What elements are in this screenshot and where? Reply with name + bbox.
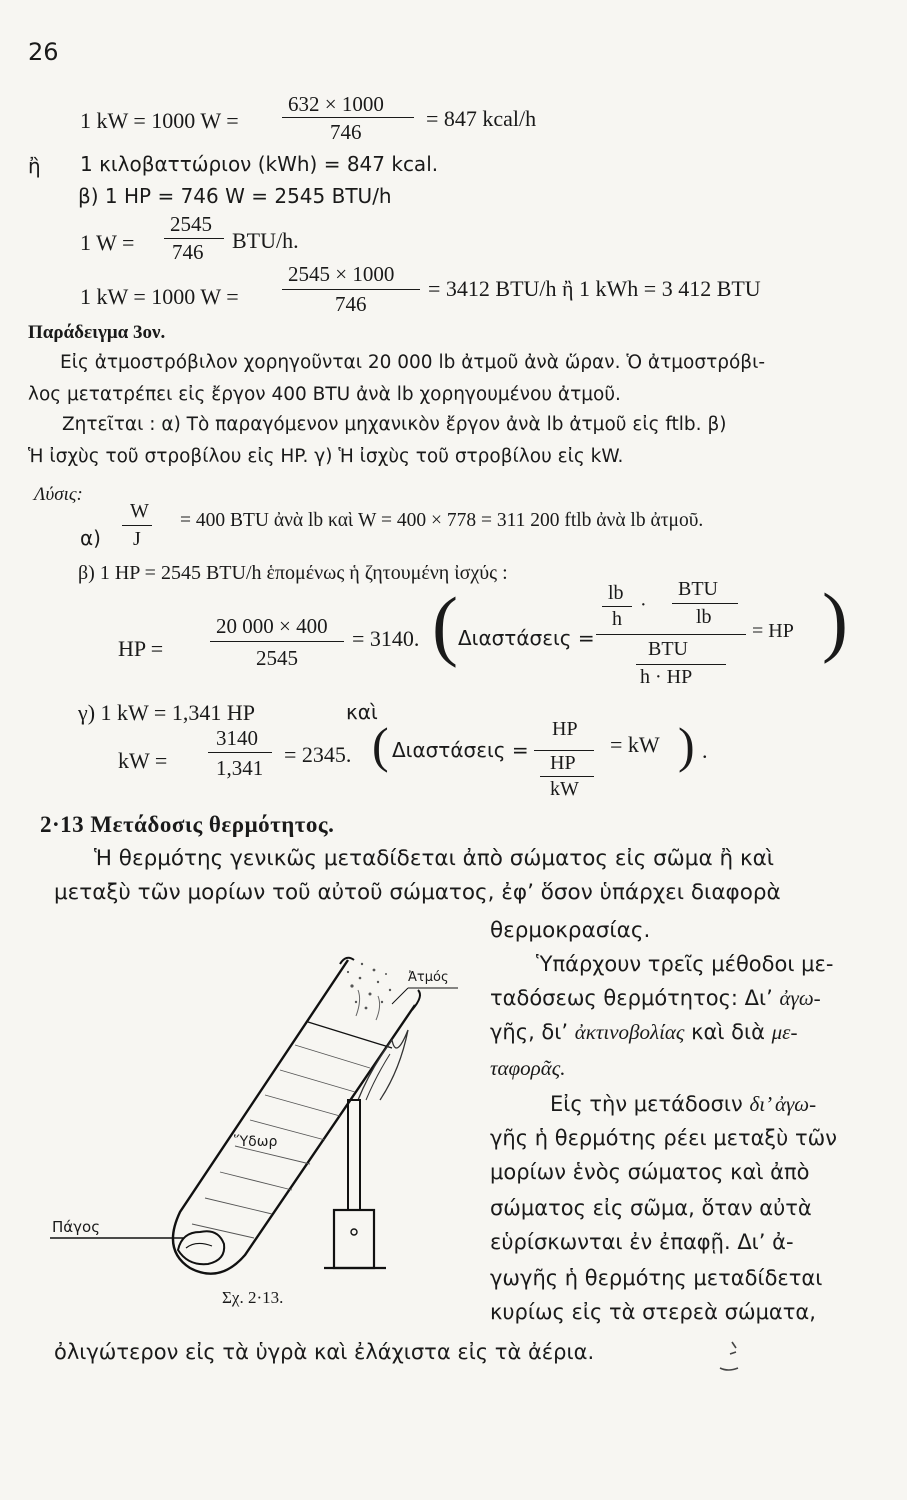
hp-denominator: 2545 [256, 646, 298, 670]
solution-b-line: β) 1 HP = 2545 BTU/h ἑπομένως ἡ ζητουμένη ἰσχύς : [78, 562, 508, 584]
dim-hhp: h · HP [640, 666, 693, 688]
p2-line-5: ταφορᾶς. [490, 1056, 566, 1080]
eq2-text: 1 κιλοβαττώριον (kWh) = 847 kcal. [80, 152, 439, 176]
dim-main-bar [596, 634, 746, 635]
solution-a-label: α) [80, 526, 101, 550]
solution-a-denominator: J [133, 528, 141, 550]
example-line-1: Εἰς ἀτμοστρόβιλον χορηγοῦνται 20 000 lb ἀτμοῦ ἀνὰ ὥραν. Ὁ ἀτμοστρόβι- [60, 352, 766, 373]
p2-line-2 [490, 986, 821, 1011]
dim2-rhs: = kW [610, 732, 660, 757]
example-line-3: Ζητεῖται : α) Τὸ παραγόμενον μηχανικὸν ἔργον ἀνὰ lb ἀτμοῦ εἰς ftlb. β) [62, 414, 727, 435]
dim2-hp: HP [552, 718, 578, 740]
eq5-lhs: 1 kW = 1000 W = [80, 284, 239, 309]
p2-line-3-tail: καὶ διὰ [691, 1020, 765, 1044]
p3-ital-di-agogis: δι’ ἀγω- [749, 1092, 817, 1116]
kw-numerator: 3140 [216, 726, 258, 750]
example-heading: Παράδειγμα 3ον. [28, 322, 166, 343]
p2-line-1: Ὑπάρχουν τρεῖς μέθοδοι με- [536, 952, 834, 976]
dim-close-paren: ) [822, 577, 848, 664]
section-title: 2·13 Μετάδοσις θερμότητος. [40, 812, 335, 837]
dim-lb: lb [608, 582, 624, 604]
dim-label: Διαστάσεις = [458, 626, 595, 650]
eq1-denominator: 746 [330, 120, 362, 144]
eq2-lead: ἢ [28, 154, 41, 178]
eq4-numerator: 2545 [170, 212, 212, 236]
dim-open-paren: ( [432, 581, 458, 668]
dim2-hp2: HP [550, 752, 576, 774]
p3-line-7: κυρίως εἰς τὰ στερεὰ σώματα, [490, 1300, 816, 1324]
example-line-2: λος μετατρέπει εἰς ἔργον 400 BTU ἀνὰ lb χορηγουμένου ἀτμοῦ. [28, 384, 621, 405]
eq1-fraction-bar [282, 117, 414, 118]
eq4-denominator: 746 [172, 240, 204, 264]
dim-btu: BTU [678, 578, 718, 600]
figure-label-water: Ὕδωρ [234, 1134, 278, 1150]
dim-rhs: = HP [752, 620, 794, 642]
eq3-text: β) 1 HP = 746 W = 2545 BTU/h [78, 184, 392, 208]
example-line-4: Ἡ ἰσχὺς τοῦ στροβίλου εἰς HP. γ) Ἡ ἰσχὺς τοῦ στροβίλου εἰς kW. [28, 446, 624, 467]
dim-dot: · [640, 594, 647, 616]
eq5-rhs: = 3412 BTU/h ἢ 1 kWh = 3 412 BTU [428, 276, 761, 301]
dim-btu-bar [672, 603, 738, 604]
dim-btu2: BTU [648, 638, 688, 660]
eq4-lhs: 1 W = [80, 230, 135, 255]
figure-label-ice: Πάγος [52, 1218, 101, 1236]
kw-lhs: kW = [118, 748, 168, 773]
p3-line-3: μορίων ἑνὸς σώματος καὶ ἀπὸ [490, 1160, 810, 1184]
p1-line-2: μεταξὺ τῶν μορίων τοῦ αὐτοῦ σώματος, ἐφ’ ὅσον ὑπάρχει διαφορὰ [54, 880, 781, 905]
eq1-rhs: = 847 kcal/h [426, 106, 537, 131]
hp-rhs: = 3140. [352, 626, 420, 651]
page-number: 26 [28, 38, 59, 66]
solution-a-numerator: W [130, 500, 149, 522]
dim2-label: Διαστάσεις = [392, 738, 529, 762]
p2-ital-aktinovolias: ἀκτινοβολίας [574, 1020, 685, 1044]
solution-c-line: γ) 1 kW = 1,341 HP [78, 700, 255, 725]
tube-heating-diagram [40, 950, 480, 1280]
solution-a-rest: = 400 BTU ἀνὰ lb καὶ W = 400 × 778 = 311 200 ftlb ἀνὰ lb ἀτμοῦ. [180, 510, 704, 531]
eq5-numerator: 2545 × 1000 [288, 262, 395, 286]
eq1-numerator: 632 × 1000 [288, 92, 384, 116]
eq1-lhs: 1 kW = 1000 W = [80, 108, 239, 133]
p3-line-8: ὀλιγώτερον εἰς τὰ ὑγρὰ καὶ ἐλάχιστα εἰς τὰ ἀέρια. [54, 1340, 595, 1364]
dim2-open-paren: ( [372, 717, 389, 773]
eq5-fraction-bar [282, 289, 420, 290]
p3-line-5: εὑρίσκωνται ἐν ἐπαφῇ. Δι’ ἀ- [490, 1230, 794, 1254]
eq5-denominator: 746 [335, 292, 367, 316]
kw-fraction-bar [208, 752, 272, 753]
kw-rhs: = 2345. [284, 742, 352, 767]
margin-mark-icon [712, 1338, 742, 1378]
p2-ital-agogis: ἀγω- [779, 986, 821, 1010]
p2-line-2-text: ταδόσεως θερμότητος: Δι’ [490, 986, 773, 1010]
hp-numerator: 20 000 × 400 [216, 614, 328, 638]
eq4-rhs: BTU/h. [232, 228, 299, 253]
p1-line-3: θερμοκρασίας. [490, 918, 651, 943]
p2-line-3 [490, 1020, 797, 1045]
p3-line-4: σώματος εἰς σῶμα, ὅταν αὐτὰ [490, 1196, 812, 1220]
solution-a-fraction-bar [122, 525, 152, 526]
p3-line-1 [550, 1092, 816, 1117]
p2-line-3-text: γῆς, δι’ [490, 1020, 569, 1044]
hp-fraction-bar [210, 641, 344, 642]
figure-label-steam: Ἀτμός [408, 970, 449, 985]
dim-h: h [612, 608, 622, 630]
p2-ital-me: με- [771, 1020, 798, 1044]
figure-caption: Σχ. 2·13. [222, 1288, 284, 1307]
kw-denominator: 1,341 [216, 756, 264, 780]
p3-line-6: γωγῆς ἡ θερμότης μεταδίδεται [490, 1266, 823, 1290]
p3-line-1-text: Εἰς τὴν μετάδοσιν [550, 1092, 743, 1116]
dim2-end: . [702, 738, 708, 763]
p3-line-2: γῆς ἡ θερμότης ρέει μεταξὺ τῶν [490, 1126, 837, 1150]
dim2-close-paren: ) [678, 717, 695, 773]
p1-line-1: Ἡ θερμότης γενικῶς μεταδίδεται ἀπὸ σώματος εἰς σῶμα ἢ καὶ [94, 846, 775, 871]
dim-lb2: lb [696, 606, 712, 628]
hp-lhs: HP = [118, 636, 164, 661]
solution-c-kai: καὶ [346, 700, 378, 724]
dim2-kw: kW [550, 778, 579, 800]
solution-heading: Λύσις: [34, 484, 83, 505]
